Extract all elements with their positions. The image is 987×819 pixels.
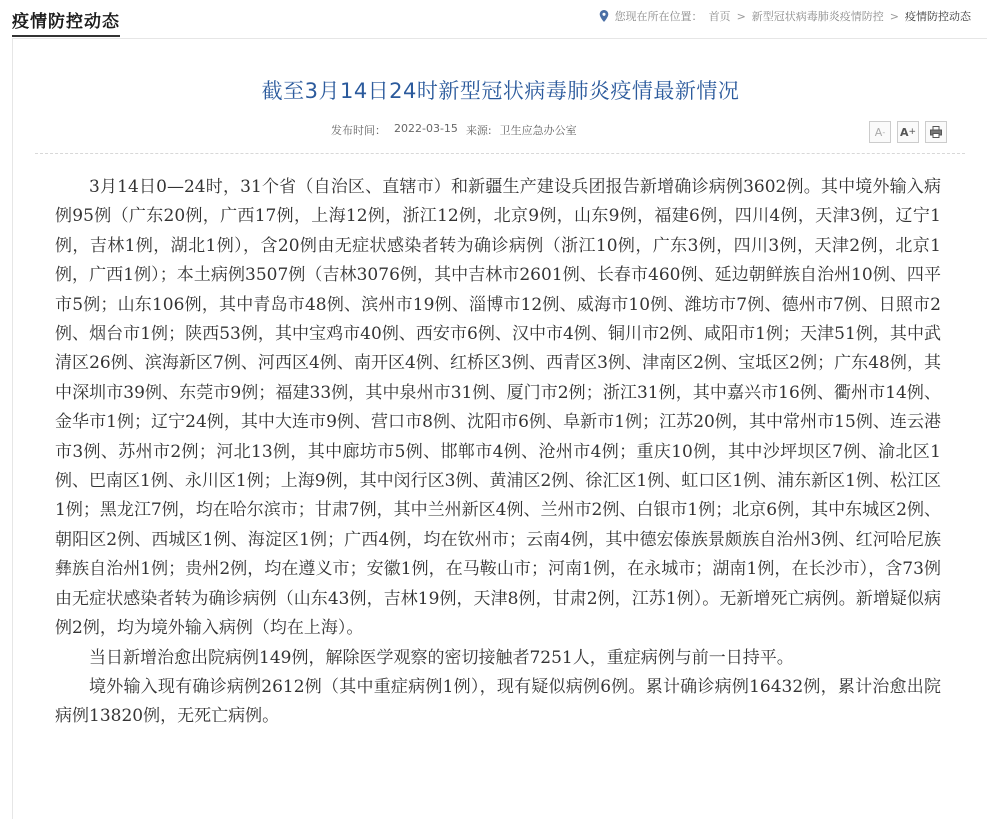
font-smaller-label: A bbox=[874, 125, 883, 139]
top-bar bbox=[0, 0, 987, 40]
breadcrumb bbox=[599, 8, 971, 24]
body-paragraph: 当日新增治愈出院病例149例，解除医学观察的密切接触者7251人，重症病例与前一日持平。 bbox=[89, 647, 794, 668]
article-meta bbox=[331, 122, 577, 138]
print-icon bbox=[930, 126, 942, 138]
divider bbox=[35, 153, 965, 154]
print-button[interactable] bbox=[925, 121, 947, 143]
breadcrumb-separator: > bbox=[736, 9, 746, 23]
breadcrumb-separator: > bbox=[889, 9, 899, 23]
font-smaller-button[interactable]: A - bbox=[869, 121, 891, 143]
breadcrumb-current: 疫情防控动态 bbox=[905, 10, 971, 23]
breadcrumb-link-covid-prevention[interactable]: 新型冠状病毒肺炎疫情防控 bbox=[751, 10, 884, 23]
source-name: 卫生应急办公室 bbox=[499, 124, 577, 137]
source-label: 来源: bbox=[465, 124, 492, 137]
breadcrumb-prefix: 您现在所在位置： bbox=[614, 10, 703, 23]
article-card bbox=[12, 38, 987, 819]
section-title: 疫情防控动态 bbox=[12, 7, 120, 37]
date-label: 发布时间： bbox=[331, 124, 386, 137]
publish-date: 2022-03-15 bbox=[394, 122, 458, 135]
body-paragraph: 3月14日0—24时，31个省（自治区、直辖市）和新疆生产建设兵团报告新增确诊病例3602例。其中境外输入病例95例（广东20例，广西17例，上海12例，浙江12例，北京9例，山东9例，福建6例，四川4例，天津3例，辽宁1例，吉林1例，湖北1例），含20例由无症状感染者转为确诊病例（浙江10例，广东3例，四川3例，天津2例，北京1例，广西1例）；本土病例3507例（吉林3076例，其中吉林市2601例、长春市460例、延边朝鲜族自治州10例、四平市5例；山东106例，其中青岛市48例、滨州市19例、淄博市12例、威海市10例、潍坊市7例、德州市7例、日照市2例、烟台市1例；陕西53例，其中宝鸡市40例、西安市6例、汉中市4例、铜川市2例、咸阳市1例；天津51例，其中武清区26例、滨海新区7例、河西区4例、南开区4例、红桥区3例、西青区3例、津南区2例、宝坻区2例；广东48例，其中深圳市39例、东莞市9例；福建33例，其中泉州市31例、厦门市2例；浙江31例，其中嘉兴市16例、衢州市14例、金华市1例；辽宁24例，其中大连市9例、营口市8例、沈阳市6例、阜新市1例；江苏20例，其中常州市15例、连云港市3例、苏州市2例；河北13例，其中廊坊市5例、邯郸市4例、沧州市4例；重庆10例，其中沙坪坝区7例、渝北区1例、巴南区1例、永川区1例；上海9例，其中闵行区3例、黄浦区2例、徐汇区1例、虹口区1例、浦东新区1例、松江区1例；黑龙江7例，均在哈尔滨市；甘肃7例，其中兰州新区4例、兰州市2例、白银市1例；北京6例，其中东城区2例、朝阳区2例、西城区1例、海淀区1例；广西4例，均在钦州市；云南4例，其中德宏傣族景颇族自治州3例、红河哈尼族彝族自治州1例；贵州2例，均在遵义市；安徽1例，在马鞍山市；河南1例，在永城市；湖南1例，在长沙市），含73例由无症状感染者转为确诊病例（山东43例，吉林19例，天津8例，甘肃2例，江苏1例）。无新增死亡病例。新增疑似病例2例，均为境外输入病例（均在上海）。 bbox=[55, 177, 941, 639]
article-title: 截至3月14日24时新型冠状病毒肺炎疫情最新情况 bbox=[261, 79, 740, 103]
article-tools bbox=[869, 121, 947, 143]
article-body bbox=[55, 173, 941, 732]
body-paragraph: 境外输入现有确诊病例2612例（其中重症病例1例），现有疑似病例6例。累计确诊病例16432例，累计治愈出院病例13820例，无死亡病例。 bbox=[55, 676, 941, 727]
font-larger-button[interactable]: A + bbox=[897, 121, 919, 143]
breadcrumb-link-home[interactable]: 首页 bbox=[708, 10, 731, 23]
location-pin-icon bbox=[599, 10, 609, 22]
font-larger-label: A bbox=[899, 125, 909, 139]
